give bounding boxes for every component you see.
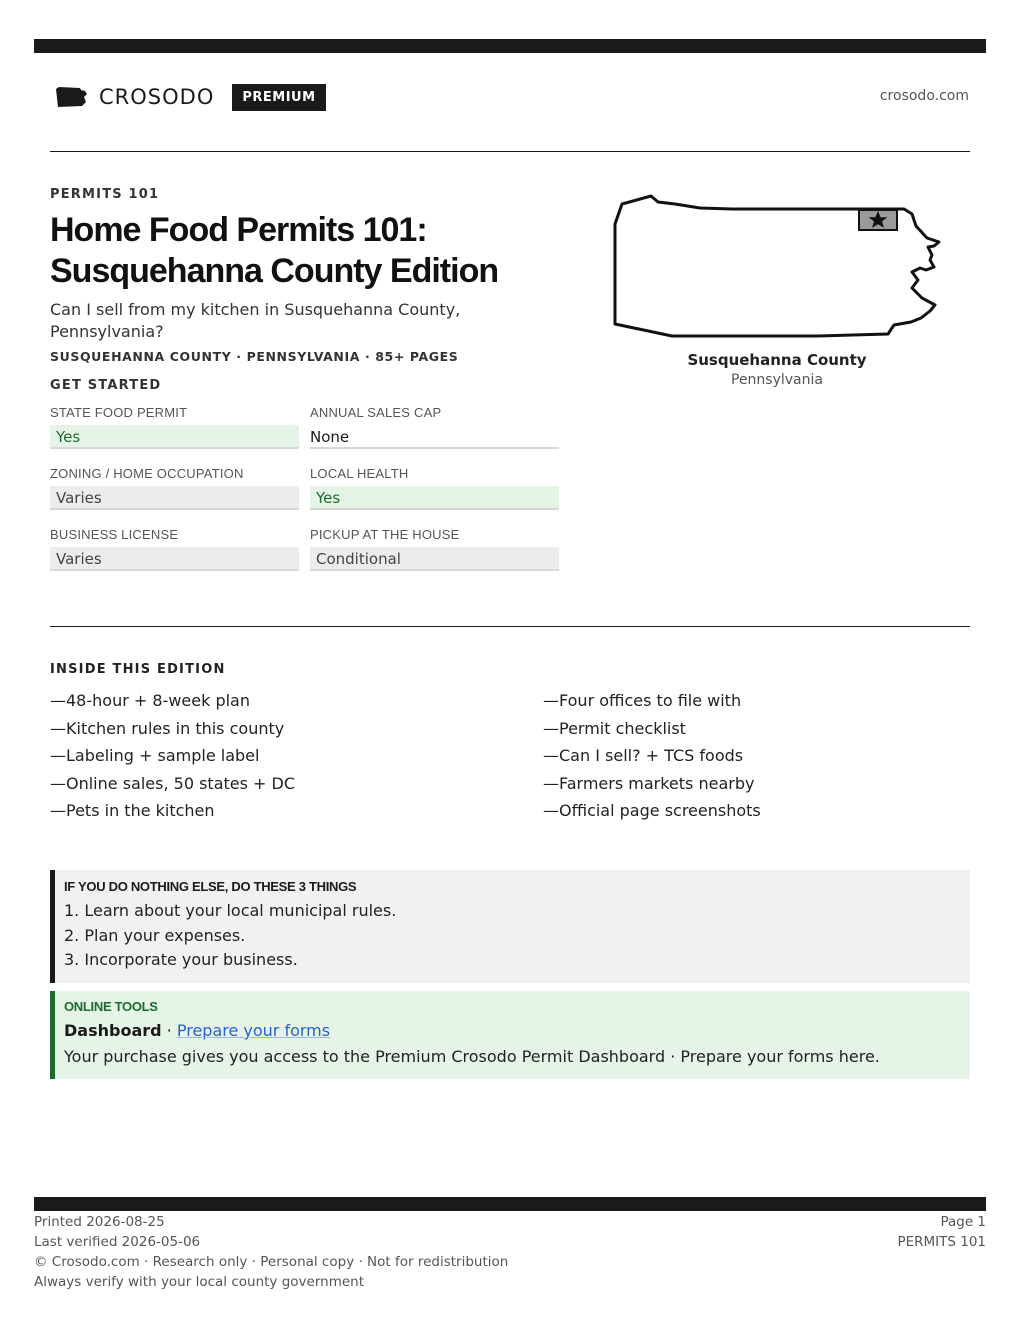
brand [54,82,326,112]
map-county-name: Susquehanna County [687,351,867,369]
permit-cell [50,404,299,465]
dashboard-label: Dashboard [64,1021,162,1040]
map-state-name: Pennsylvania [731,372,823,388]
permit-value: Conditional [310,547,559,571]
list-item: —Four offices to file with [543,691,742,710]
todo-heading: IF YOU DO NOTHING ELSE, DO THESE 3 THINGS [64,879,357,894]
permit-label: ZONING / HOME OCCUPATION [50,466,244,481]
inside-list-left [50,690,295,828]
list-item: —Farmers markets nearby [543,773,755,793]
premium-badge: PREMIUM [232,84,325,111]
kicker: PERMITS 101 [50,187,160,202]
page-title [50,210,590,292]
inside-edition-heading: INSIDE THIS EDITION [50,662,226,677]
permit-value: Yes [310,486,559,510]
pennsylvania-outline-icon [612,194,942,340]
permit-cell [50,465,299,526]
online-tools-callout [50,991,970,1079]
todo-item: 3. Incorporate your business. [64,950,298,969]
title-line-2: Susquehanna County Edition [50,252,499,290]
permit-cell [310,404,559,465]
permit-cell [50,526,299,587]
section-divider [50,626,970,627]
list-item: —Pets in the kitchen [50,801,215,821]
site-url[interactable]: crosodo.com [879,88,969,104]
footer-right [897,1213,986,1253]
list-item: —48-hour + 8-week plan [50,691,250,710]
list-item: —Permit checklist [543,718,686,738]
list-item: —Can I sell? + TCS foods [543,746,744,766]
permit-cell [310,465,559,526]
permit-cell [310,526,559,587]
list-item: —Official page screenshots [543,801,761,821]
list-item: —Labeling + sample label [50,746,260,766]
footer-bar [34,1197,986,1211]
permit-label: LOCAL HEALTH [310,466,409,481]
inside-list-right [543,690,761,828]
permit-label: PICKUP AT THE HOUSE [310,527,460,542]
get-started-heading: GET STARTED [50,378,162,393]
prepare-forms-link[interactable]: Prepare your forms [176,1021,331,1040]
separator: · [161,1021,177,1040]
online-tools-description: Your purchase gives you access to the Premium Crosodo Permit Dashboard · Prepare your forms here. [64,1047,880,1066]
todo-item: 2. Plan your expenses. [64,925,246,945]
permit-value: Varies [50,547,299,571]
footer-left [34,1213,508,1293]
list-item: —Online sales, 50 states + DC [50,773,296,793]
brand-name: CROSODO [99,85,215,109]
online-tools-heading: ONLINE TOOLS [64,999,158,1014]
header-divider [50,151,970,152]
permit-value: None [310,425,559,449]
verified-date: Last verified 2026-05-06 [34,1234,201,1250]
todo-callout [50,870,970,983]
permit-grid [50,404,559,587]
todo-list [64,900,970,974]
footer-section: PERMITS 101 [897,1234,986,1250]
top-bar [34,39,986,53]
printed-date: Printed 2026-08-25 [34,1214,165,1230]
pennsylvania-logo-icon [54,85,88,109]
title-line-1: Home Food Permits 101: [50,211,427,249]
permit-value: Varies [50,486,299,510]
page-number: Page 1 [940,1214,986,1230]
permit-value: Yes [50,425,299,449]
verify-note: Always verify with your local county government [34,1274,364,1290]
todo-item: 1. Learn about your local municipal rules. [64,901,397,920]
county-map [612,194,942,340]
list-item: —Kitchen rules in this county [50,718,285,738]
permit-label: BUSINESS LICENSE [50,527,179,542]
permit-label: ANNUAL SALES CAP [310,405,442,420]
permit-label: STATE FOOD PERMIT [50,405,188,420]
meta-line: SUSQUEHANNA COUNTY · PENNSYLVANIA · 85+ PAGES [50,349,459,364]
subtitle: Can I sell from my kitchen in Susquehanna County, Pennsylvania? [50,300,461,341]
copyright: © Crosodo.com · Research only · Personal copy · Not for redistribution [34,1254,509,1270]
